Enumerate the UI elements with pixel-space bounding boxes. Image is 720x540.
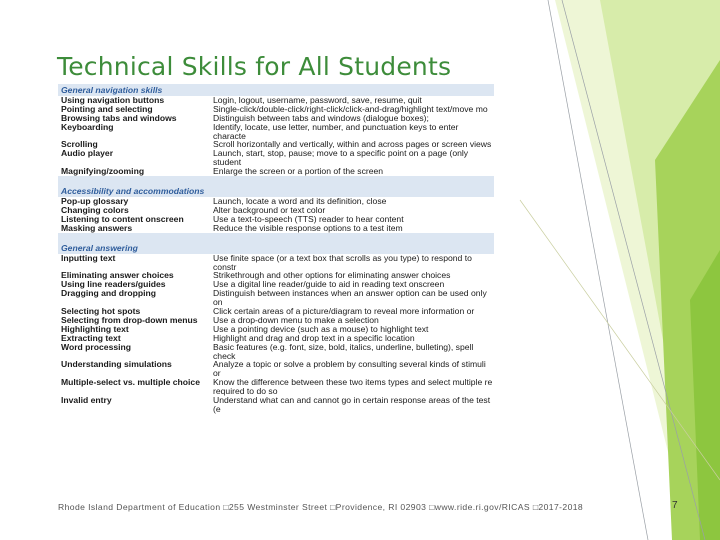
skill-name: Dragging and dropping <box>61 289 156 299</box>
table-row <box>58 360 494 378</box>
table-row <box>58 167 494 176</box>
table-row <box>58 114 494 123</box>
skill-name: Extracting text <box>61 333 121 343</box>
skill-description: Analyze a topic or solve a problem by consulting several kinds of stimuli or <box>213 360 486 379</box>
table-row <box>58 307 494 316</box>
skill-name: Browsing tabs and windows <box>61 113 177 123</box>
table-row <box>58 105 494 114</box>
table-row <box>58 149 494 167</box>
table-row <box>58 271 494 280</box>
table-row <box>58 316 494 325</box>
skill-name: Pop-up glossary <box>61 197 129 206</box>
skill-description: Use a text-to-speech (TTS) reader to hear content <box>213 214 404 224</box>
skill-name: Selecting hot spots <box>61 306 141 316</box>
table-row <box>58 224 494 233</box>
skill-name: Using line readers/guides <box>61 280 166 290</box>
section-gap <box>58 176 494 185</box>
skill-name: Understanding simulations <box>61 360 172 370</box>
table-row <box>58 140 494 149</box>
table-row <box>58 289 494 307</box>
page-number: 7 <box>672 500 678 511</box>
skill-name: Inputting text <box>61 253 116 263</box>
skill-name: Eliminating answer choices <box>61 271 174 281</box>
skill-name: Word processing <box>61 342 132 352</box>
skill-description: Highlight and drag and drop text in a specific location <box>213 333 415 343</box>
skill-description: Know the difference between these two items types and select multiple re required to do so <box>213 378 493 396</box>
table-row <box>58 206 494 215</box>
table-row <box>58 215 494 224</box>
skill-description: Basic features (e.g. font, size, bold, italics, underline, bulleting), spell check <box>213 342 474 361</box>
table-row <box>58 280 494 289</box>
skill-description: Click certain areas of a picture/diagram to reveal more information or <box>213 306 475 316</box>
skill-name: Invalid entry <box>61 395 112 405</box>
skill-description: Use a drop-down menu to make a selection <box>213 315 379 325</box>
skill-description: Understand what can and cannot go in certain response areas of the test (e <box>213 395 491 414</box>
table-row <box>58 343 494 361</box>
skill-description: Strikethrough and other options for eliminating answer choices <box>213 271 451 281</box>
skill-description: Login, logout, username, password, save, resume, quit <box>213 96 422 105</box>
skill-name: Audio player <box>61 149 114 159</box>
table-row <box>58 123 494 141</box>
table-row <box>58 254 494 272</box>
skill-name: Highlighting text <box>61 324 129 334</box>
skill-description: Alter background or text color <box>213 205 326 215</box>
skill-name: Masking answers <box>61 223 133 233</box>
skill-description: Launch, locate a word and its definition, close <box>213 197 387 206</box>
skill-name: Listening to content onscreen <box>61 214 184 224</box>
table-row <box>58 378 494 396</box>
table-row <box>58 96 494 105</box>
table-section-heading: Accessibility and accommodations <box>58 185 494 197</box>
skill-description: Reduce the visible response options to a test item <box>213 223 403 233</box>
slide-title: Technical Skills for All Students <box>57 52 452 81</box>
skill-description: Enlarge the screen or a portion of the screen <box>213 167 384 177</box>
skill-description: Use a digital line reader/guide to aid in reading text onscreen <box>213 280 445 290</box>
skill-name: Multiple-select vs. multiple choice <box>61 378 200 388</box>
skill-description: Distinguish between tabs and windows (dialogue boxes); <box>213 113 429 123</box>
skill-description: Distinguish between instances when an answer option can be used only on <box>213 289 487 307</box>
table-section-heading: General answering <box>58 242 494 254</box>
skills-table <box>58 84 494 495</box>
skill-description: Single-click/double-click/right-click/click-and-drag/highlight text/move mo <box>213 104 488 114</box>
skill-description: Scroll horizontally and vertically, within and across pages or screen views <box>213 140 492 150</box>
skill-description: Launch, start, stop, pause; move to a specific point on a page (only student <box>213 149 469 168</box>
table-row <box>58 197 494 206</box>
slide-footer: Rhode Island Department of Education □255 Westminster Street □Providence, RI 02903 □www.ride.ri.gov/RICAS □2017-2018 <box>58 502 584 512</box>
skill-name: Magnifying/zooming <box>61 167 145 177</box>
skill-name: Changing colors <box>61 205 129 215</box>
table-row <box>58 396 494 414</box>
skill-description: Use a pointing device (such as a mouse) to highlight text <box>213 324 429 334</box>
skill-name: Selecting from drop-down menus <box>61 315 198 325</box>
skill-name: Pointing and selecting <box>61 104 153 114</box>
table-section-heading: General navigation skills <box>58 84 494 96</box>
table-row <box>58 334 494 343</box>
skill-name: Scrolling <box>61 140 98 150</box>
section-gap <box>58 233 494 242</box>
skill-name: Using navigation buttons <box>61 96 165 105</box>
skill-name: Keyboarding <box>61 122 114 132</box>
table-row <box>58 325 494 334</box>
skill-description: Use finite space (or a text box that scrolls as you type) to respond to constr <box>213 253 472 272</box>
skill-description: Identify, locate, use letter, number, and punctuation keys to enter characte <box>213 122 459 141</box>
